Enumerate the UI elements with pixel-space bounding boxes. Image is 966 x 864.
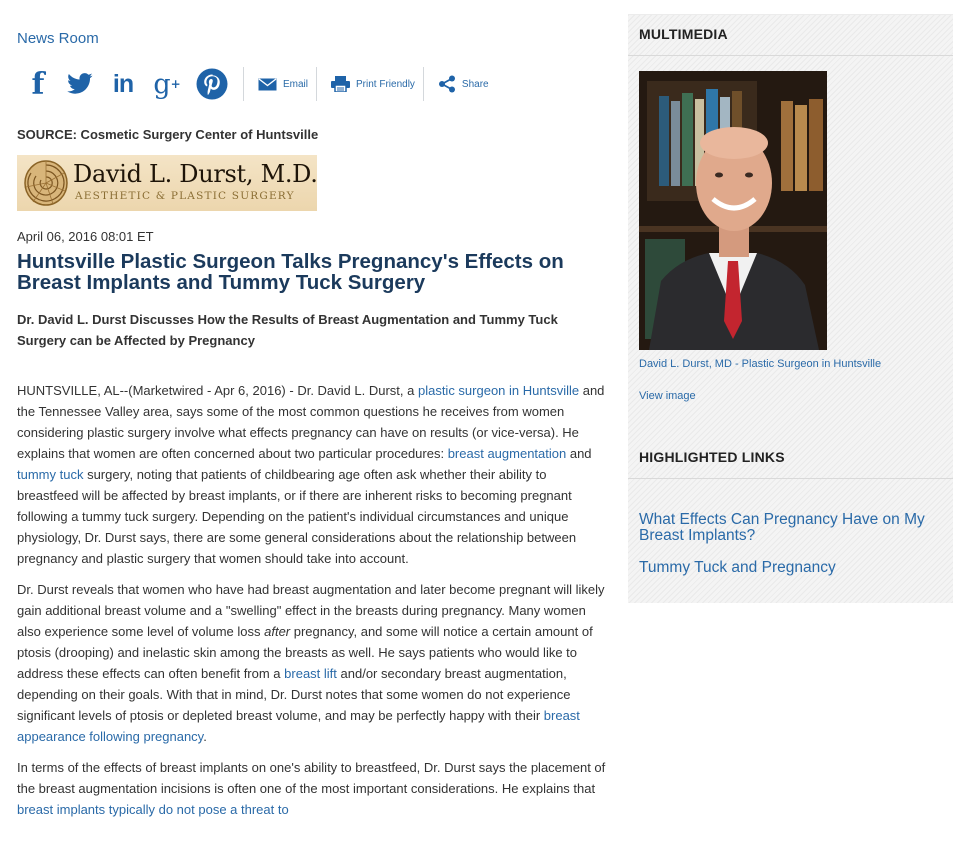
nautilus-shell-icon (23, 159, 69, 207)
share-button[interactable]: Share (438, 64, 489, 104)
pinterest-icon[interactable] (189, 64, 235, 104)
news-room-link[interactable]: News Room (17, 30, 99, 47)
divider (628, 478, 953, 479)
envelope-icon (258, 78, 277, 91)
paragraph-3: In terms of the effects of breast implants on one's ability to breastfeed, Dr. Durst says the placement of the breast augmentation incisions is often one of the most important considerations. He explains that breast implants typically do not pose a threat to (17, 760, 606, 817)
divider (316, 67, 317, 101)
breast-appearance-link[interactable]: breast appearance following pregnancy (17, 708, 580, 744)
divider (243, 67, 244, 101)
googleplus-icon[interactable]: g + (153, 68, 181, 100)
email-button[interactable]: Email (258, 64, 308, 104)
logo-tagline: AESTHETIC & PLASTIC SURGERY (75, 190, 295, 202)
source-line: SOURCE: Cosmetic Surgery Center of Huntsville (17, 127, 319, 142)
surgeon-photo[interactable] (639, 71, 827, 350)
breastfeeding-link[interactable]: breast implants typically do not pose a threat to (17, 802, 289, 817)
company-logo (17, 155, 317, 211)
article-body (17, 380, 607, 830)
printer-icon (331, 76, 350, 92)
highlighted-links-heading: HIGHLIGHTED LINKS (639, 449, 785, 465)
highlighted-link-tummy-tuck[interactable]: Tummy Tuck and Pregnancy (639, 559, 836, 576)
paragraph-2: Dr. Durst reveals that women who have had breast augmentation and later become pregnant will likely gain additional breast volume and a "swelling" effect in the breasts during pregnancy. Many women also experience some level of volume loss after pregnancy, and some will notice a certain amount of ptosis (drooping) and inelastic skin among the breasts as well. He says patients who would like to address these effects can often benefit from a breast lift and/or secondary breast augmentation, depending on their goals. With that in mind, Dr. Durst notes that some women do not experience significant levels of ptosis or depleted breast volume, and may be perfectly happy with their breast appearance following pregnancy. (17, 582, 605, 744)
breast-augmentation-link[interactable]: breast augmentation (447, 446, 567, 461)
publish-date: April 06, 2016 08:01 ET (17, 229, 154, 244)
paragraph-1: HUNTSVILLE, AL--(Marketwired - Apr 6, 2016) - Dr. David L. Durst, a plastic surgeon in Huntsville and the Tennessee Valley area, says some of the most common questions he receives from women considering plastic surgery involve what effects pregnancy can have on results (or vice-versa). He explains that women are often concerned about two particular procedures: breast augmentation and tummy tuck surgery, noting that patients of childbearing age often ask whether their ability to breastfeed will be affected by breast implants, or if there are inherent risks to becoming pregnant following a tummy tuck surgery. Depending on the patient's individual circumstances and unique physiology, Dr. Durst says, there are some general considerations about the relationship between pregnancy and plastic surgery that women should take into account. (17, 383, 605, 566)
divider (628, 55, 953, 56)
share-bar (17, 64, 489, 104)
article-headline: Huntsville Plastic Surgeon Talks Pregnancy's Effects on Breast Implants and Tummy Tuck Surgery (17, 250, 564, 294)
plastic-surgeon-link[interactable]: plastic surgeon in Huntsville (417, 383, 580, 398)
print-friendly-button[interactable]: Print Friendly (331, 64, 415, 104)
tummy-tuck-link[interactable]: tummy tuck (17, 467, 84, 482)
logo-name: David L. Durst, M.D. (73, 160, 318, 188)
facebook-icon[interactable]: f (31, 66, 45, 102)
article-subheadline: Dr. David L. Durst Discusses How the Results of Breast Augmentation and Tummy Tuck Surgery can be Affected by Pregnancy (17, 312, 558, 348)
linkedin-icon[interactable]: in (112, 69, 134, 98)
share-icon (438, 75, 456, 93)
highlighted-link-pregnancy-implants[interactable]: What Effects Can Pregnancy Have on My Breast Implants? (639, 511, 925, 544)
breast-lift-link[interactable]: breast lift (284, 666, 337, 681)
multimedia-heading: MULTIMEDIA (639, 26, 728, 42)
view-image-link[interactable]: View image (639, 390, 696, 402)
divider (423, 67, 424, 101)
twitter-icon[interactable] (59, 64, 101, 104)
photo-caption[interactable]: David L. Durst, MD - Plastic Surgeon in Huntsville (639, 358, 882, 370)
sidebar (628, 14, 953, 603)
